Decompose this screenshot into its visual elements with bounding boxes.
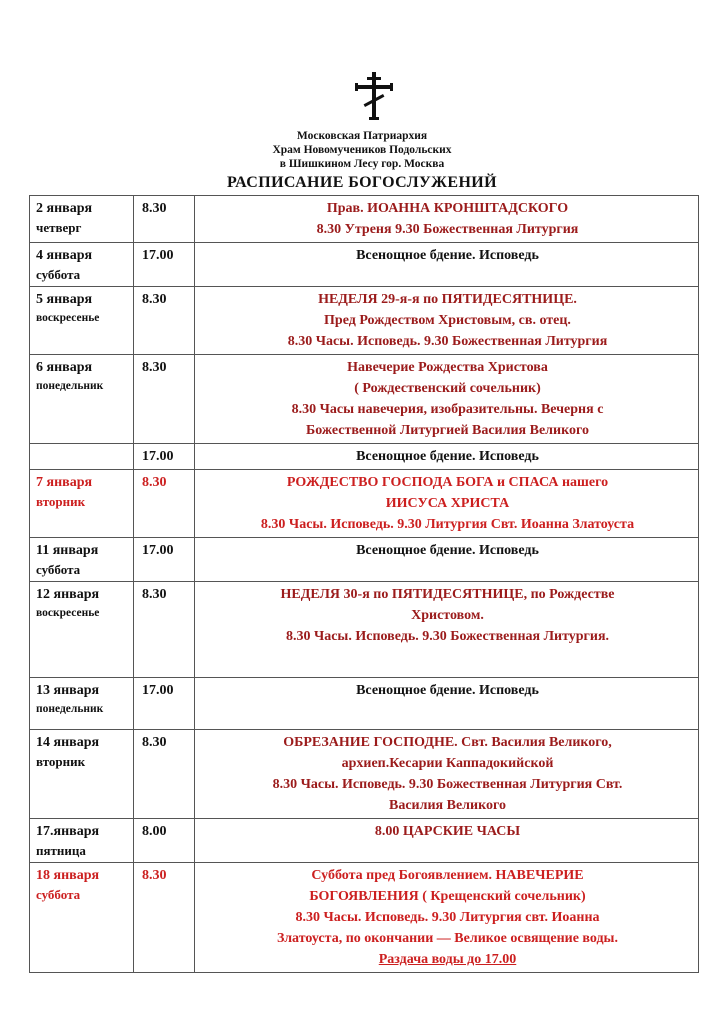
service-cell xyxy=(195,355,699,444)
date: 12 января xyxy=(36,587,100,602)
date-cell xyxy=(30,444,134,470)
service-line: НЕДЕЛЯ 30-я по ПЯТИДЕСЯТНИЦЕ, по Рождестве xyxy=(280,587,615,602)
service-line: Василия Великого xyxy=(389,798,506,813)
time-cell: 8.30 xyxy=(134,355,195,444)
service-line: Всенощное бдение. Исповедь xyxy=(356,248,539,263)
date-cell xyxy=(30,287,134,355)
service-line: РОЖДЕСТВО ГОСПОДА БОГА и СПАСА нашего xyxy=(286,475,609,490)
table-row xyxy=(30,582,699,678)
service-line: Прав. ИОАННА КРОНШТАДСКОГО xyxy=(326,201,569,216)
date: 4 января xyxy=(36,248,93,263)
service-line: ( Рождественский сочельник) xyxy=(354,381,541,396)
header-church-name: Храм Новомучеников Подольских xyxy=(272,144,452,156)
service-cell xyxy=(195,444,699,470)
time-cell: 8.00 xyxy=(134,819,195,863)
weekday: понедельник xyxy=(36,380,104,392)
service-line: БОГОЯВЛЕНИЯ ( Крещенский сочельник) xyxy=(309,889,586,904)
service-line: Всенощное бдение. Исповедь xyxy=(356,449,539,464)
date-cell xyxy=(30,678,134,730)
water-distribution-note: Раздача воды до 17.00 xyxy=(378,952,517,967)
date-cell xyxy=(30,355,134,444)
date: 6 января xyxy=(36,360,93,375)
service-line: Всенощное бдение. Исповедь xyxy=(356,683,539,698)
service-cell xyxy=(195,730,699,819)
service-line: 8.30 Часы. Исповедь. 9.30 Божественная Литургия Свт. xyxy=(272,777,623,792)
service-line: 8.30 Часы навечерия, изобразительны. Вечерня с xyxy=(291,402,604,417)
time-cell: 8.30 xyxy=(134,582,195,678)
service-line: Суббота пред Богоявлением. НАВЕЧЕРИЕ xyxy=(311,868,584,883)
service-line: НЕДЕЛЯ 29-я-я по ПЯТИДЕСЯТНИЦЕ. xyxy=(318,292,577,307)
date: 5 января xyxy=(36,292,93,307)
service-line: Навечерие Рождества Христова xyxy=(347,360,548,375)
service-line: 8.30 Часы. Исповедь. 9.30 Божественная Литургия. xyxy=(285,629,610,644)
date: 7 января xyxy=(36,475,93,490)
service-cell xyxy=(195,819,699,863)
table-row xyxy=(30,538,699,582)
service-line: Златоуста, по окончании — Великое освящение воды. xyxy=(277,931,618,946)
service-cell xyxy=(195,470,699,538)
time-cell: 17.00 xyxy=(134,678,195,730)
header-patriarchate: Московская Патриархия xyxy=(296,130,428,142)
service-cell xyxy=(195,538,699,582)
time-cell: 17.00 xyxy=(134,538,195,582)
weekday: суббота xyxy=(36,562,81,577)
weekday: вторник xyxy=(36,494,86,509)
time-cell: 8.30 xyxy=(134,196,195,243)
table-row xyxy=(30,863,699,973)
time-cell: 17.00 xyxy=(134,243,195,287)
time-cell: 17.00 xyxy=(134,444,195,470)
date-cell xyxy=(30,243,134,287)
date-cell xyxy=(30,470,134,538)
date-cell xyxy=(30,730,134,819)
weekday: воскресенье xyxy=(36,607,100,619)
date-cell xyxy=(30,863,134,973)
service-cell xyxy=(195,678,699,730)
time-cell: 8.30 xyxy=(134,470,195,538)
service-line: Пред Рождеством Христовым, св. отец. xyxy=(324,313,571,328)
table-row xyxy=(30,243,699,287)
date-cell xyxy=(30,538,134,582)
date: 11 января xyxy=(36,543,99,558)
header-location: в Шишкином Лесу гор. Москва xyxy=(279,158,445,170)
service-line: 8.30 Часы. Исповедь. 9.30 Литургия свт. Иоанна xyxy=(295,910,600,925)
date-cell xyxy=(30,582,134,678)
table-row xyxy=(30,470,699,538)
time-cell: 8.30 xyxy=(134,287,195,355)
table-row xyxy=(30,355,699,444)
weekday: вторник xyxy=(36,754,86,769)
service-line: 8.30 Утреня 9.30 Божественная Литургия xyxy=(316,222,579,237)
service-cell xyxy=(195,582,699,678)
service-cell xyxy=(195,196,699,243)
table-row xyxy=(30,730,699,819)
service-line: 8.30 Часы. Исповедь. 9.30 Литургия Свт. Иоанна Златоуста xyxy=(260,517,635,532)
service-cell xyxy=(195,287,699,355)
date: 13 января xyxy=(36,683,100,698)
date: 2 января xyxy=(36,201,93,216)
service-line: Христовом. xyxy=(411,608,484,623)
service-line: ИИСУСА ХРИСТА xyxy=(385,496,510,511)
service-line: ОБРЕЗАНИЕ ГОСПОДНЕ. Свт. Василия Великого, xyxy=(283,735,612,750)
table-row xyxy=(30,678,699,730)
time-cell: 8.30 xyxy=(134,730,195,819)
weekday: суббота xyxy=(36,887,81,902)
time-cell: 8.30 xyxy=(134,863,195,973)
service-line: 8.30 Часы. Исповедь. 9.30 Божественная Литургия xyxy=(287,334,608,349)
weekday: воскресенье xyxy=(36,312,100,324)
table-row xyxy=(30,819,699,863)
service-line: 8.00 ЦАРСКИЕ ЧАСЫ xyxy=(374,824,521,839)
weekday: пятница xyxy=(36,843,86,858)
service-line: Всенощное бдение. Исповедь xyxy=(356,543,539,558)
table-row xyxy=(30,196,699,243)
date: 18 января xyxy=(36,868,100,883)
table-row xyxy=(30,287,699,355)
date-cell xyxy=(30,819,134,863)
weekday: суббота xyxy=(36,267,81,282)
date: 14 января xyxy=(36,735,100,750)
weekday: понедельник xyxy=(36,703,104,715)
schedule-table xyxy=(29,195,699,973)
service-cell xyxy=(195,863,699,973)
orthodox-cross-icon xyxy=(352,72,396,120)
table-row xyxy=(30,444,699,470)
service-line: архиеп.Кесарии Каппадокийской xyxy=(341,756,554,771)
date: 17.января xyxy=(36,824,100,839)
date-cell xyxy=(30,196,134,243)
page-title: РАСПИСАНИЕ БОГОСЛУЖЕНИЙ xyxy=(227,174,497,191)
service-cell xyxy=(195,243,699,287)
service-line: Божественной Литургией Василия Великого xyxy=(306,423,589,438)
weekday: четверг xyxy=(36,220,82,235)
